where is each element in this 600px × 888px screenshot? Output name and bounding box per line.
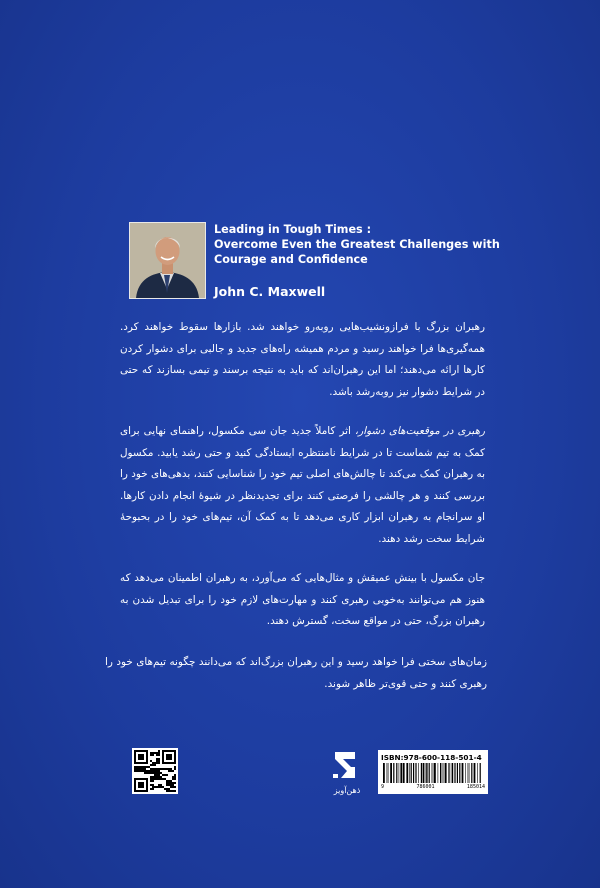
barcode-digit-group: 786001 — [416, 784, 435, 790]
english-title-line: Courage and Confidence — [214, 253, 368, 266]
closing-paragraph: زمان‌های سختی فرا خواهد رسید و این رهبران بزرگ‌اند که می‌دانند چگونه تیم‌های خود را رهبری کنند و حتی قوی‌تر ظاهر شوند. — [105, 656, 487, 690]
isbn-number: ISBN:978-600-118-501-4 — [381, 753, 482, 762]
paragraph-text: اثر کاملاً جدید جان سی مکسول، راهنمای نهایی برای کمک به تیم شماست تا در شرایط نامنتظره ایستادگی کنید و حتی رشد یابید. مکسول به رهبران کمک می‌کند تا چالش‌های اصلی تیم خود را شناسایی کنند، بدهی‌های خود را بررسی کنند و هر چالشی را فرصتی کنند برای تجدیدنظر در شیوهٔ انجام دادن کارها. او سرانجام به رهبران ابزار کاری می‌دهد تا به کمک آن، تیم‌های خود را در بحبوحهٔ شرایط سخت رشد دهند. — [120, 425, 485, 545]
description-paragraph: رهبران بزرگ با فرازونشیب‌هایی روبه‌رو خواهند شد. بازارها سقوط خواهند کرد. همه‌گیری‌ها فرا خواهند رسید و مردم همیشه راه‌های جدید و جالبی برای دشوار کردن کارها ارائه می‌دهند؛ اما این رهبران‌اند که باید به نتیجه برسند و تیمی بسازند که حتی در شرایط دشوار نیز روبه‌رشد باشد. — [120, 321, 485, 398]
isbn-barcode — [378, 750, 488, 794]
english-title — [214, 222, 504, 267]
description-paragraph — [120, 421, 485, 550]
book-title-persian: رهبری در موقعیت‌های دشوار، — [354, 425, 485, 437]
english-title-line: Overcome Even the Greatest Challenges with — [214, 238, 500, 251]
description-paragraph: جان مکسول با بینش عمیقش و مثال‌هایی که می‌آورد، به رهبران اطمینان می‌دهد که هنوز هم می‌توانند به‌خوبی رهبری کنند و مهارت‌های لازم خود را برای تبدیل شدن به رهبران بزرگ، حتی در مواقع سخت، گسترش دهند. — [120, 572, 485, 627]
english-title-line: Leading in Tough Times : — [214, 223, 372, 236]
barcode-digit-group: 185014 — [466, 784, 485, 790]
barcode-digit-group: 9 — [381, 784, 385, 790]
publisher-logo — [325, 748, 365, 798]
publisher-name: ذهن‌آویز — [333, 786, 361, 795]
barcode-digits — [381, 784, 485, 790]
author-name: John C. Maxwell — [214, 284, 326, 299]
author-photo — [129, 222, 206, 299]
bottom-row — [0, 748, 600, 808]
author-block — [129, 222, 500, 302]
qr-code[interactable] — [132, 748, 178, 794]
